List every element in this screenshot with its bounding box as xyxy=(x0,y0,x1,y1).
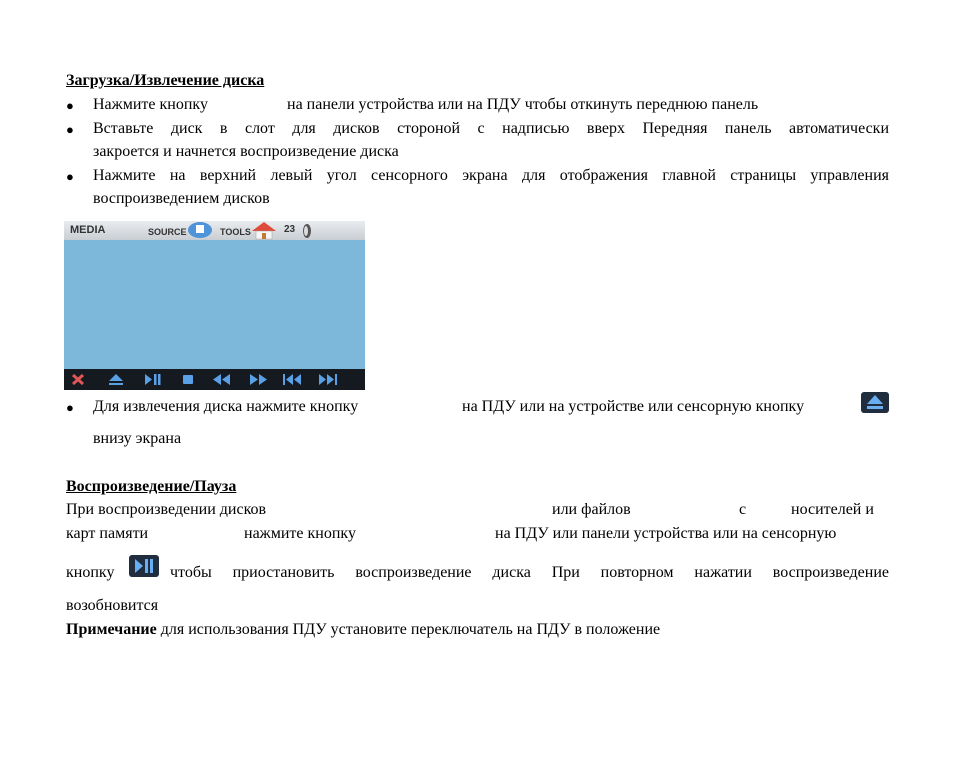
eject-icon[interactable] xyxy=(106,372,126,387)
bullet-text: на ПДУ или на устройстве или сенсорную кнопку xyxy=(462,398,805,415)
paragraph-text: нажмите кнопку xyxy=(244,525,356,542)
bullet-text: воспроизведением дисков xyxy=(93,190,270,207)
bullet-icon: ● xyxy=(66,122,74,137)
note-text: для использования ПДУ установите переключатель на ПДУ в положение xyxy=(156,621,661,638)
rewind-icon[interactable] xyxy=(212,372,232,387)
previous-track-icon[interactable] xyxy=(282,372,302,387)
note-label: Примечание xyxy=(66,621,157,638)
paragraph-text: кнопку xyxy=(66,564,115,581)
bullet-text: закроется и начнется воспроизведение диска xyxy=(93,143,399,160)
tools-label: TOOLS xyxy=(220,227,251,237)
media-control-bar xyxy=(64,369,365,390)
paragraph-text: возобновится xyxy=(66,597,159,614)
bullet-text: на панели устройства или на ПДУ чтобы откинуть переднюю панель xyxy=(287,96,759,113)
paragraph-text: или файлов xyxy=(552,501,631,518)
source-icon xyxy=(186,221,214,240)
bullet-text: Нажмите кнопку xyxy=(93,96,208,113)
note xyxy=(66,621,660,639)
source-label: SOURCE xyxy=(148,227,187,237)
fast-forward-icon[interactable] xyxy=(248,372,268,387)
bullet-text: Для извлечения диска нажмите кнопку xyxy=(93,398,359,415)
home-icon xyxy=(251,221,277,240)
volume-icon xyxy=(300,222,314,239)
play-pause-button-icon xyxy=(129,555,159,577)
paragraph-text: с xyxy=(739,501,747,518)
bullet-icon: ● xyxy=(66,400,74,415)
media-top-bar xyxy=(64,221,365,240)
bullet-text: внизу экрана xyxy=(93,430,182,447)
media-label: MEDIA xyxy=(70,224,106,236)
paragraph-text: на ПДУ или панели устройства или на сенсорную xyxy=(495,525,837,542)
close-icon[interactable] xyxy=(68,372,88,387)
next-track-icon[interactable] xyxy=(318,372,338,387)
paragraph-text: При воспроизведении дисков xyxy=(66,501,267,518)
play-pause-icon[interactable] xyxy=(142,372,162,387)
bullet-text: Нажмите на верхний левый угол сенсорного экрана для отображения главной страницы управления xyxy=(93,167,889,184)
status-indicator: 23 xyxy=(284,224,296,235)
paragraph-text: карт памяти xyxy=(66,525,149,542)
bullet-icon: ● xyxy=(66,98,74,113)
paragraph-text: чтобы приостановить воспроизведение диска При повторном нажатии воспроизведение xyxy=(170,564,889,581)
eject-button-icon xyxy=(861,392,889,413)
bullet-icon: ● xyxy=(66,169,74,184)
section-heading-load: Загрузка/Извлечение диска xyxy=(66,72,265,89)
paragraph-text: носителей и xyxy=(791,501,874,518)
stop-icon[interactable] xyxy=(178,372,198,387)
bullet-text: Вставьте диск в слот для дисков стороной с надписью вверх Передняя панель автоматически xyxy=(93,120,889,137)
section-heading-play: Воспроизведение/Пауза xyxy=(66,478,237,495)
media-screen-image xyxy=(64,221,365,390)
